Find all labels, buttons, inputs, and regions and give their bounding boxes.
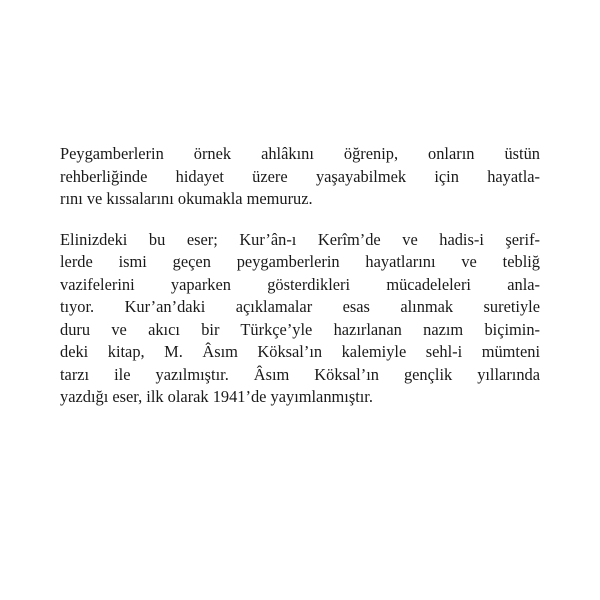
text-line: rehberliğinde hidayet üzere yaşayabilmek için hayatla- xyxy=(60,166,540,186)
text-line: rını ve kıssalarını okumakla memuruz. xyxy=(60,189,313,208)
text-line: vazifelerini yaparken gösterdikleri mücadeleleri anla- xyxy=(60,274,540,294)
text-line: duru ve akıcı bir Türkçe’yle hazırlanan nazım biçimin- xyxy=(60,319,540,339)
text-line: tarzı ile yazılmıştır. Âsım Köksal’ın gençlik yıllarında xyxy=(60,364,540,384)
paragraph-description xyxy=(60,229,540,409)
paragraph-intro xyxy=(60,143,540,211)
text-line: lerde ismi geçen peygamberlerin hayatlarını ve tebliğ xyxy=(60,252,540,271)
text-line: Elinizdeki bu eser; Kur’ân-ı Kerîm’de ve hadis-i şerif- xyxy=(60,229,540,249)
text-line: yazdığı eser, ilk olarak 1941’de yayımlanmıştır. xyxy=(60,387,373,406)
text-line: tıyor. Kur’an’daki açıklamalar esas alınmak suretiyle xyxy=(60,297,540,316)
text-line: deki kitap, M. Âsım Köksal’ın kalemiyle sehl-i mümteni xyxy=(60,342,540,361)
body-text xyxy=(60,143,540,409)
text-line: Peygamberlerin örnek ahlâkını öğrenip, onların üstün xyxy=(60,144,540,163)
